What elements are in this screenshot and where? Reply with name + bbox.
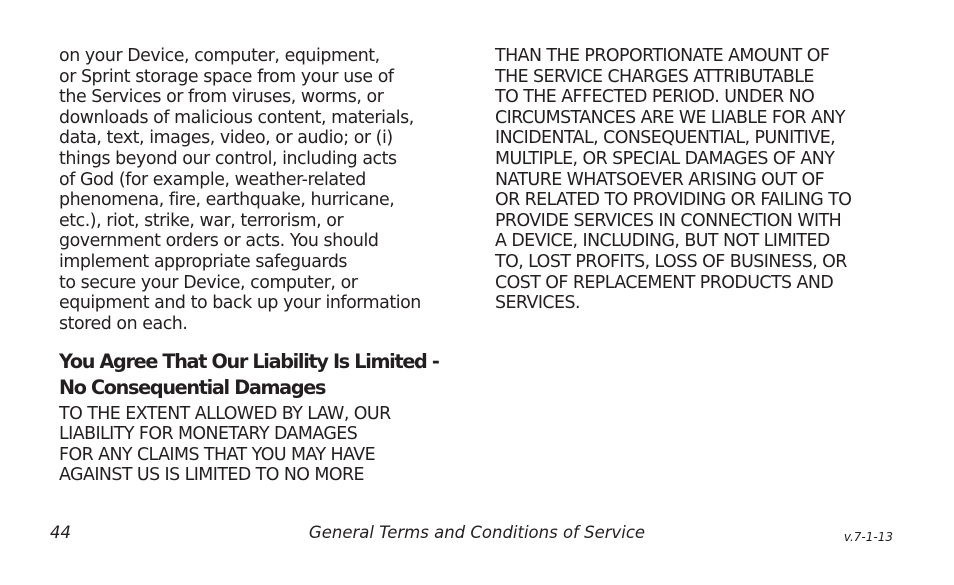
text-line: MULTIPLE, OR SPECIAL DAMAGES OF ANY	[495, 148, 835, 169]
text-line: LIABILITY FOR MONETARY DAMAGES	[59, 424, 358, 445]
text-line: or Sprint storage space from your use of	[59, 66, 394, 87]
text-line: implement appropriate safeguards	[59, 251, 348, 272]
text-line: of God (for example, weather-related	[59, 169, 366, 190]
text-line: data, text, images, video, or audio; or (i)	[59, 128, 393, 149]
liability-paragraph-continued	[495, 46, 905, 314]
text-line: etc.), riot, strike, war, terrorism, or	[59, 210, 344, 231]
text-line: INCIDENTAL, CONSEQUENTIAL, PUNITIVE,	[495, 128, 836, 149]
text-line: things beyond our control, including acts	[59, 148, 397, 169]
text-line: to secure your Device, computer, or	[59, 272, 358, 293]
text-line: government orders or acts. You should	[59, 231, 379, 252]
text-line: downloads of malicious content, materials,	[59, 107, 414, 128]
heading-line: No Consequential Damages	[59, 375, 326, 399]
text-line: COST OF REPLACEMENT PRODUCTS AND	[495, 272, 834, 293]
version-label: v.7-1-13	[843, 530, 893, 544]
text-line: TO, LOST PROFITS, LOSS OF BUSINESS, OR	[495, 251, 847, 272]
text-line: THAN THE PROPORTIONATE AMOUNT OF	[495, 46, 830, 66]
body-paragraph	[59, 46, 469, 334]
text-line: equipment and to back up your information	[59, 293, 421, 314]
text-line: NATURE WHATSOEVER ARISING OUT OF	[495, 169, 825, 190]
text-line: THE SERVICE CHARGES ATTRIBUTABLE	[495, 66, 814, 87]
text-line: TO THE EXTENT ALLOWED BY LAW, OUR	[59, 403, 391, 424]
text-line: phenomena, fire, earthquake, hurricane,	[59, 190, 395, 211]
text-line: OR RELATED TO PROVIDING OR FAILING TO	[495, 190, 852, 211]
text-line: CIRCUMSTANCES ARE WE LIABLE FOR ANY	[495, 107, 845, 128]
page-number: 44	[50, 523, 71, 542]
liability-paragraph-start	[59, 404, 469, 486]
text-line: on your Device, computer, equipment,	[59, 46, 380, 66]
text-line: PROVIDE SERVICES IN CONNECTION WITH	[495, 210, 842, 231]
text-line: A DEVICE, INCLUDING, BUT NOT LIMITED	[495, 231, 830, 252]
left-column	[59, 46, 469, 486]
text-line: the Services or from viruses, worms, or	[59, 87, 384, 108]
text-line: FOR ANY CLAIMS THAT YOU MAY HAVE	[59, 444, 376, 465]
text-line: AGAINST US IS LIMITED TO NO MORE	[59, 465, 364, 486]
footer-title: General Terms and Conditions of Service	[308, 523, 646, 542]
heading-line: You Agree That Our Liability Is Limited -	[59, 350, 439, 374]
text-line: TO THE AFFECTED PERIOD. UNDER NO	[495, 87, 815, 108]
section-heading	[59, 349, 469, 400]
right-column	[495, 46, 905, 314]
text-line: SERVICES.	[495, 293, 580, 314]
text-line: stored on each.	[59, 313, 188, 334]
